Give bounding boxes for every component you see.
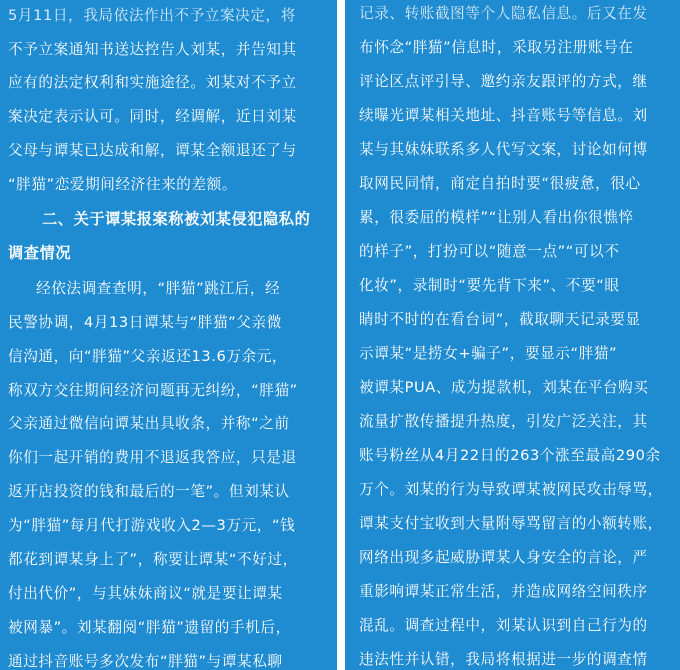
- right-column: [345, 0, 680, 670]
- text-line: “胖猫”恋爱期间经济往来的差额。: [8, 176, 238, 193]
- text-line: 信沟通，向“胖猫”父亲返还13.6万余元，: [8, 348, 288, 365]
- text-line: 睛时不时的在看台词”，截取聊天记录要显: [359, 311, 641, 328]
- left-column: [0, 0, 337, 670]
- text-line: 民警协调，4月13日谭某与“胖猫”父亲微: [8, 314, 282, 331]
- text-line: 账号粉丝从4月22日的263个涨至最高290余: [359, 447, 661, 464]
- text-line: 为“胖猫”每月代打游戏收入2—3万元，“钱: [8, 517, 296, 534]
- text-line: 经依法调查查明，“胖猫”跳江后，经: [36, 280, 281, 297]
- text-line: 化妆”，录制时“要先背下来”、不要“眼: [359, 277, 620, 294]
- column-divider: [337, 0, 345, 670]
- text-line: 谭某支付宝收到大量附辱骂留言的小额转账，: [359, 515, 663, 532]
- text-line: 累，很委屈的模样”“让别人看出你很憔悴: [359, 209, 634, 226]
- text-line: 5月11日，我局依法作出不予立案决定，将: [8, 7, 296, 24]
- text-line: 返开店投资的钱和最后的一笔”。但刘某认: [8, 483, 290, 500]
- text-line: 布怀念“胖猫”信息时，采取另注册账号在: [359, 39, 634, 56]
- text-line: 通过抖音账号多次发布“胖猫”与谭某私聊: [8, 653, 283, 670]
- text-line: 都花到谭某身上了”，称要让谭某“不好过，: [8, 551, 298, 568]
- text-line: 你们一起开销的费用不退返我答应，只是退: [8, 449, 297, 466]
- text-line: 被网暴”。刘某翻阅“胖猫”遗留的手机后，: [8, 619, 291, 636]
- text-line: 万个。刘某的行为导致谭某被网民攻击辱骂，: [359, 481, 663, 498]
- text-line: 被谭某PUA、成为提款机，刘某在平台购买: [359, 379, 649, 396]
- text-line: 混乱。调查过程中，刘某认识到自己行为的: [359, 617, 648, 634]
- text-line: 称双方交往期间经济问题再无纠纷，“胖猫”: [8, 382, 298, 399]
- text-line: 违法性并认错，我局将根据进一步的调查情: [359, 651, 648, 668]
- text-line: 续曝光谭某相关地址、抖音账号等信息。刘: [359, 107, 648, 124]
- text-line: 评论区点评引导、邀约亲友跟评的方式，继: [359, 73, 648, 90]
- text-line: 付出代价”，与其妹妹商议“就是要让谭某: [8, 585, 283, 602]
- text-line: 重影响谭某正常生活，并造成网络空间秩序: [359, 583, 648, 600]
- text-line: 某与其妹妹联系多人代写文案，讨论如何博: [359, 141, 648, 158]
- text-line: 示谭某“是捞女+骗子”，要显示“胖猫”: [359, 345, 618, 362]
- text-line: 父母与谭某已达成和解，谭某全额退还了与: [8, 142, 297, 159]
- section-heading: 二、关于谭某报案称被刘某侵犯隐私的: [42, 210, 311, 228]
- text-line: 应有的法定权利和实施途径。刘某对不予立: [8, 74, 297, 91]
- text-line: 流量扩散传播提升热度，引发广泛关注，其: [359, 413, 648, 430]
- text-line: 父亲通过微信向谭某出具收条，并称“之前: [8, 415, 290, 432]
- text-line: 取网民同情，商定自拍时要“很疲惫，很心: [359, 175, 641, 192]
- section-heading: 调查情况: [8, 244, 72, 262]
- text-line: 案决定表示认可。同时，经调解，近日刘某: [8, 108, 297, 125]
- text-line: 记录、转账截图等个人隐私信息。后又在发: [359, 5, 648, 22]
- text-line: 不予立案通知书送达控告人刘某，并告知其: [8, 41, 297, 58]
- text-line: 网络出现多起威胁谭某人身安全的言论，严: [359, 549, 648, 566]
- text-line: 的样子”，打扮可以“随意一点”“可以不: [359, 243, 620, 260]
